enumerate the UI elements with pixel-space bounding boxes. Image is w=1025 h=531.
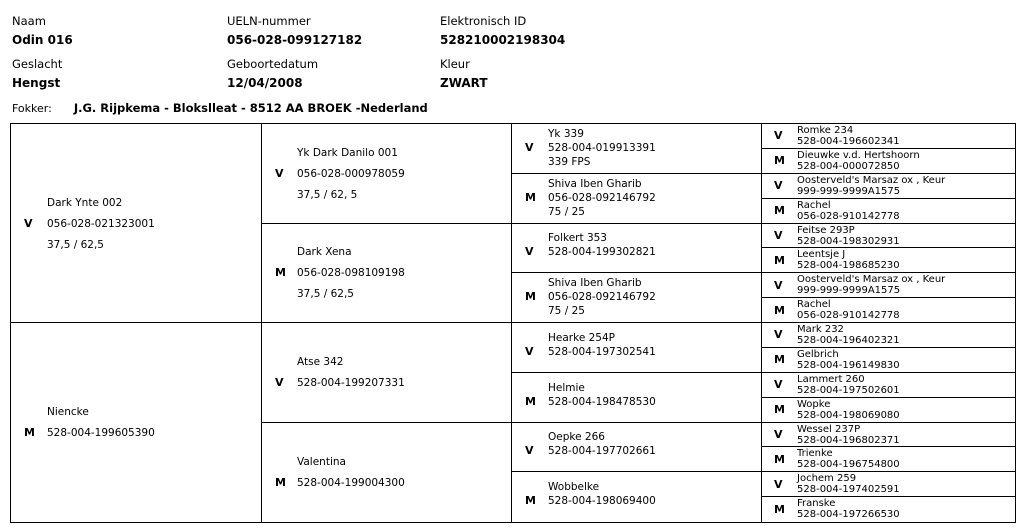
horse-name: Yk 339	[548, 127, 584, 140]
horse-id: 056-028-092146792	[548, 191, 656, 204]
pedigree-cell-gen4-3	[762, 199, 1015, 224]
horse-id: 999-999-9999A1575	[797, 285, 901, 297]
sex-marker: V	[774, 328, 783, 342]
horse-name: Lammert 260	[797, 373, 865, 385]
pedigree-cell-gen2-3	[262, 423, 512, 523]
horse-name: Hearke 254P	[548, 331, 615, 344]
geboortedatum-label: Geboortedatum	[227, 57, 319, 71]
eid-field	[440, 14, 565, 47]
horse-name: Wopke	[797, 398, 831, 410]
naam-label: Naam	[12, 14, 46, 28]
horse-id: 056-028-000978059	[297, 167, 405, 180]
pedigree-cell-gen4-4	[762, 224, 1015, 249]
horse-name: Oepke 266	[548, 431, 605, 444]
horse-id: 528-004-199207331	[297, 377, 405, 390]
horse-id: 528-004-197266530	[797, 509, 900, 521]
pedigree-cell-gen4-7	[762, 298, 1015, 323]
sex-marker: M	[525, 494, 536, 508]
pedigree-cell-gen2-2	[262, 323, 512, 423]
horse-id: 528-004-196754800	[797, 459, 900, 471]
sex-marker: V	[774, 179, 783, 193]
horse-name: Rachel	[797, 299, 831, 311]
kleur-value: ZWART	[440, 76, 488, 90]
fokker-line	[12, 101, 428, 115]
horse-name: Franske	[797, 498, 836, 510]
pedigree-cell-gen4-0	[762, 124, 1015, 149]
sex-marker: V	[774, 477, 783, 491]
horse-id: 528-004-019913391	[548, 141, 656, 154]
sex-marker: M	[774, 204, 785, 218]
geboortedatum-field	[227, 57, 318, 90]
sex-marker: M	[525, 190, 536, 204]
horse-id: 056-028-910142778	[797, 310, 900, 322]
pedigree-cell-gen2-1	[262, 224, 512, 324]
pedigree-cell-gen1-1	[11, 323, 262, 522]
pedigree-cell-gen2-0	[262, 124, 512, 224]
horse-name: Jochem 259	[797, 473, 857, 485]
horse-id: 056-028-021323001	[47, 217, 155, 230]
horse-name: Wobbelke	[548, 481, 600, 494]
sex-marker: V	[525, 444, 534, 458]
geslacht-field	[12, 57, 62, 90]
sex-marker: V	[275, 376, 284, 390]
horse-name: Rachel	[797, 199, 831, 211]
horse-extra: 339 FPS	[548, 155, 591, 168]
pedigree-cell-gen3-4	[512, 323, 762, 373]
horse-id: 528-004-198685230	[797, 260, 900, 272]
horse-id: 528-004-000072850	[797, 160, 900, 172]
sex-marker: M	[774, 403, 785, 417]
horse-name: Helmie	[548, 381, 585, 394]
pedigree-cell-gen4-1	[762, 149, 1015, 174]
horse-name: Gelbrich	[797, 348, 839, 360]
horse-id: 528-004-197702661	[548, 445, 656, 458]
horse-name: Wessel 237P	[797, 423, 861, 435]
pedigree-cell-gen4-9	[762, 348, 1015, 373]
horse-id: 056-028-910142778	[797, 210, 900, 222]
horse-name: Mark 232	[797, 324, 844, 335]
geboortedatum-value: 12/04/2008	[227, 76, 303, 90]
pedigree-table	[10, 123, 1016, 523]
horse-extra: 75 / 25	[548, 305, 585, 318]
horse-name: Atse 342	[297, 356, 344, 369]
eid-label: Elektronisch ID	[440, 14, 527, 28]
naam-value: Odin 016	[12, 33, 73, 47]
horse-id: 528-004-198069080	[797, 409, 900, 421]
pedigree-cell-gen4-13	[762, 447, 1015, 472]
pedigree-cell-gen4-10	[762, 373, 1015, 398]
sex-marker: M	[24, 426, 35, 439]
sex-marker: V	[774, 378, 783, 392]
pedigree-cell-gen1-0	[11, 124, 262, 323]
pedigree-cell-gen3-5	[512, 373, 762, 423]
horse-id: 528-004-197302541	[548, 345, 656, 358]
sex-marker: V	[24, 216, 33, 230]
sex-marker: V	[774, 228, 783, 242]
sex-marker: V	[525, 245, 534, 259]
horse-name: Dieuwke v.d. Hertshoorn	[797, 149, 920, 161]
pedigree-cell-gen4-2	[762, 174, 1015, 199]
horse-id: 056-028-098109198	[297, 267, 405, 280]
horse-id: 528-004-198069400	[548, 495, 656, 508]
horse-name: Folkert 353	[548, 232, 607, 245]
horse-name: Valentina	[297, 455, 346, 468]
sex-marker: V	[774, 278, 783, 292]
horse-id: 999-999-9999A1575	[797, 185, 901, 197]
horse-name: Shiva Iben Gharib	[548, 177, 642, 190]
horse-name: Yk Dark Danilo 001	[297, 146, 398, 159]
pedigree-cell-gen4-5	[762, 248, 1015, 273]
horse-name: Niencke	[47, 406, 89, 418]
horse-name: Feitse 293P	[797, 224, 855, 236]
horse-extra: 37,5 / 62,5	[47, 238, 104, 251]
horse-name: Leentsje J	[797, 249, 846, 261]
horse-id: 528-004-199302821	[548, 246, 656, 259]
pedigree-cell-gen3-2	[512, 224, 762, 274]
pedigree-cell-gen3-6	[512, 423, 762, 473]
horse-id: 528-004-198478530	[548, 395, 656, 408]
horse-id: 528-004-197502601	[797, 384, 900, 396]
horse-name: Oosterveld's Marsaz ox , Keur	[797, 174, 946, 186]
horse-id: 528-004-198302931	[797, 235, 900, 247]
sex-marker: M	[774, 452, 785, 466]
kleur-label: Kleur	[440, 57, 470, 71]
horse-id: 528-004-199605390	[47, 427, 155, 439]
horse-name: Dark Ynte 002	[47, 196, 123, 209]
sex-marker: M	[774, 353, 785, 367]
horse-id: 528-004-196402321	[797, 335, 900, 346]
sex-marker: M	[525, 394, 536, 408]
horse-extra: 75 / 25	[548, 205, 585, 218]
pedigree-cell-gen4-11	[762, 398, 1015, 423]
sex-marker: M	[774, 253, 785, 267]
sex-marker: V	[774, 427, 783, 441]
ueln-value: 056-028-099127182	[227, 33, 363, 47]
horse-extra: 37,5 / 62,5	[297, 288, 354, 301]
fokker-label: Fokker:	[12, 102, 52, 115]
eid-value: 528210002198304	[440, 33, 566, 47]
sex-marker: V	[275, 166, 284, 180]
kleur-field	[440, 57, 488, 90]
horse-id: 528-004-196802371	[797, 434, 900, 446]
pedigree-cell-gen4-6	[762, 273, 1015, 298]
fokker-value: J.G. Rijpkema - Blokslleat - 8512 AA BROEK -Nederland	[73, 101, 428, 115]
geslacht-label: Geslacht	[12, 57, 63, 71]
horse-name: Shiva Iben Gharib	[548, 277, 642, 290]
sex-marker: M	[774, 154, 785, 168]
horse-id: 528-004-196149830	[797, 359, 900, 371]
horse-name: Dark Xena	[297, 246, 352, 259]
sex-marker: M	[275, 475, 286, 489]
sex-marker: V	[774, 129, 783, 143]
pedigree-cell-gen3-1	[512, 174, 762, 224]
pedigree-cell-gen4-12	[762, 423, 1015, 448]
pedigree-cell-gen4-8	[762, 323, 1015, 348]
pedigree-cell-gen4-14	[762, 472, 1015, 497]
ueln-field	[227, 14, 362, 47]
horse-id: 528-004-197402591	[797, 484, 900, 496]
horse-name: Trienke	[797, 448, 833, 460]
horse-name: Oosterveld's Marsaz ox , Keur	[797, 274, 946, 286]
pedigree-cell-gen3-0	[512, 124, 762, 174]
horse-name: Romke 234	[797, 125, 854, 136]
horse-extra: 37,5 / 62, 5	[297, 188, 358, 201]
horse-id: 528-004-199004300	[297, 476, 405, 489]
pedigree-cell-gen3-3	[512, 273, 762, 323]
horse-id: 528-004-196602341	[797, 136, 900, 147]
sex-marker: M	[525, 290, 536, 304]
naam-field	[12, 14, 73, 47]
sex-marker: V	[525, 344, 534, 358]
pedigree-cell-gen3-7	[512, 472, 762, 522]
sex-marker: V	[525, 140, 534, 154]
geslacht-value: Hengst	[12, 76, 61, 90]
sex-marker: M	[275, 266, 286, 280]
sex-marker: M	[774, 502, 785, 516]
horse-id: 056-028-092146792	[548, 291, 656, 304]
sex-marker: M	[774, 303, 785, 317]
pedigree-cell-gen4-15	[762, 497, 1015, 522]
ueln-label: UELN-nummer	[227, 14, 311, 28]
